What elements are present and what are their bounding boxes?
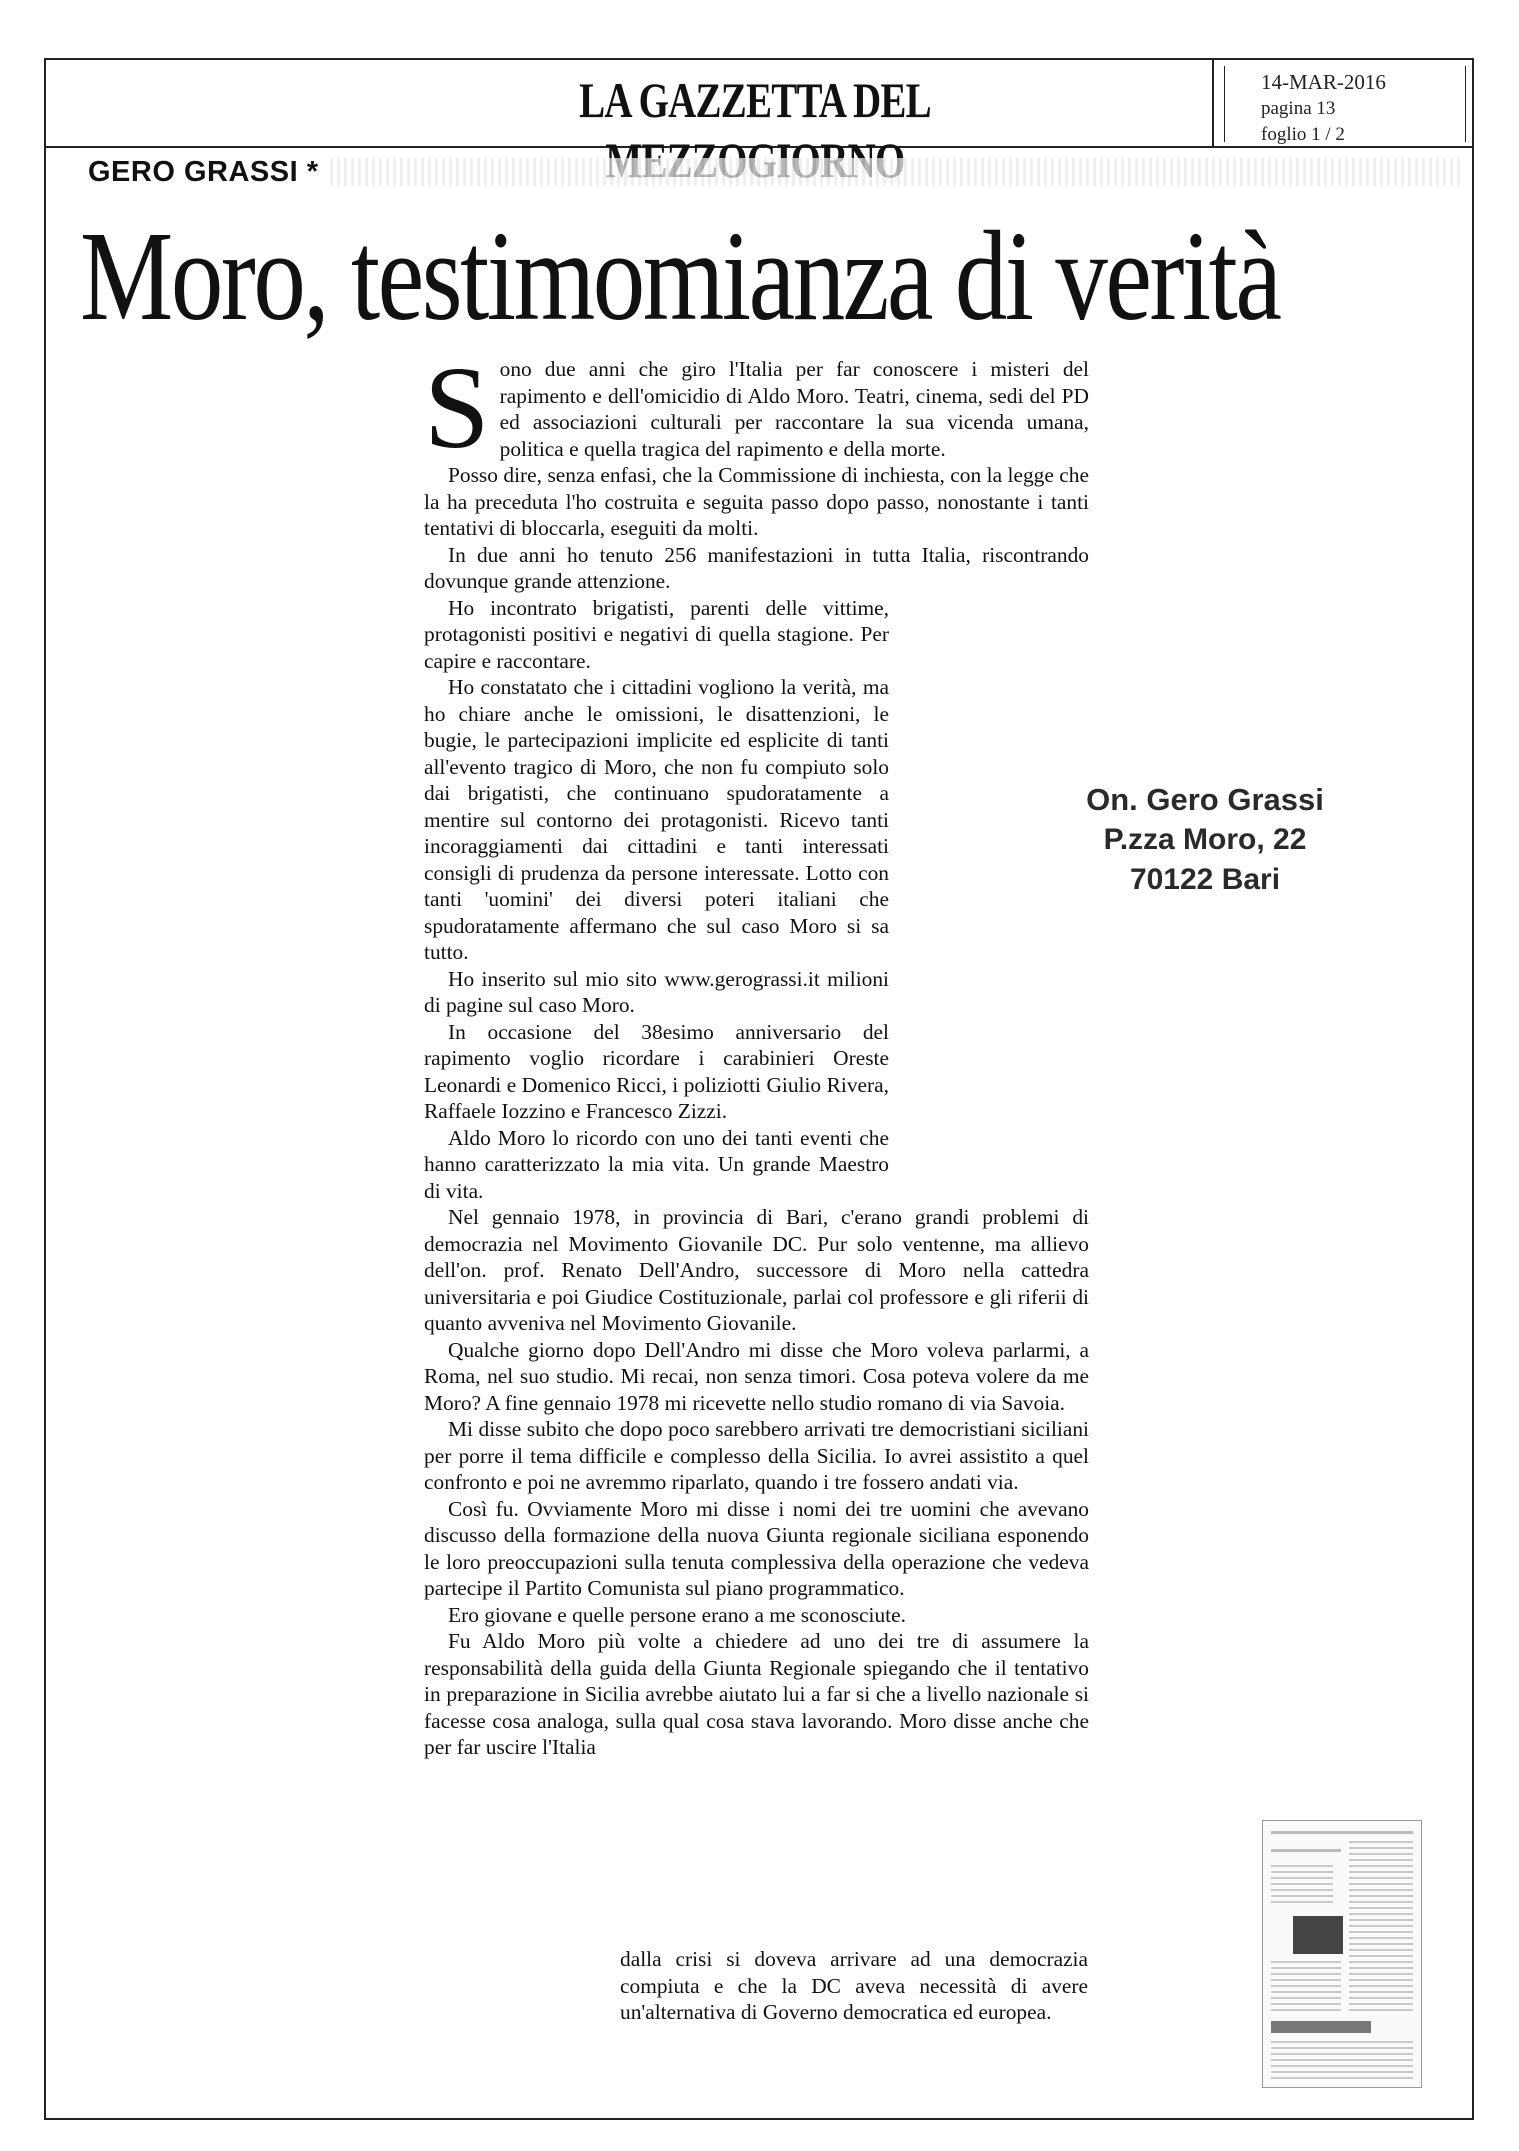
paragraph-3: In due anni ho tenuto 256 manifestazioni in tutta Italia, riscontrando dovunque grande attenzione.	[424, 542, 1089, 593]
paragraph-2: Posso dire, senza enfasi, che la Commissione di inchiesta, con la legge che la ha preceduta l'ho costruita e seguita passo dopo passo, nonostante i tanti tentativi di bloccarla, eseguiti da molti.	[424, 463, 1089, 540]
newspaper-masthead: LA GAZZETTA DEL	[579, 72, 931, 128]
sheet-number: foglio 1 / 2	[1261, 124, 1345, 145]
paragraph-9: Nel gennaio 1978, in provincia di Bari, c'erano grandi problemi di democrazia nel Movimento Giovanile DC. Pur solo ventenne, ma allievo dell'on. prof. Renato Dell'Andro, successore di Moro nella cattedra universitaria e poi Giudice Costituzionale, parlai col professore e gli riferii di quanto avveniva nel Movimento Giovanile.	[424, 1205, 1089, 1335]
paragraph-11: Mi disse subito che dopo poco sarebbero arrivati tre democristiani siciliani per porre il tema difficile e complesso della Sicilia. Io avrei assistito a quel confronto e poi ne avremmo riparlato, quando i tre fossero andati via.	[424, 1417, 1089, 1494]
paragraph-1-text: ono due anni che giro l'Italia per far conoscere i misteri del rapimento e dell'omicidio di Aldo Moro. Teatri, cinema, sedi del PD ed associazioni culturali per raccontare la sua vicenda umana, politica e quella tragica del rapimento e della morte.	[499, 357, 1089, 461]
page-meta-inner	[1224, 66, 1466, 145]
paragraph-14: Fu Aldo Moro più volte a chiedere ad uno dei tre di assumere la responsabilità della guida della Giunta Regionale spiegando che il tentativo in preparazione in Sicilia avrebbe aiutato lui a far si che a livello nazionale si facesse cosa analoga, sulla qual cosa stava lavorando. Moro disse anche che per far uscire l'Italia	[424, 1629, 1089, 1759]
thumbnail-column	[1271, 1865, 1333, 1905]
paragraph-13: Ero giovane e quelle persone erano a me sconosciute.	[448, 1602, 906, 1627]
thumbnail-column	[1271, 2041, 1413, 2081]
paragraph-7: In occasione del 38esimo anniversario del rapimento voglio ricordare i carabinieri Oreste Leonardi e Domenico Ricci, i poliziotti Giulio Rivera, Raffaele Iozzino e Francesco Zizzi.	[424, 1019, 889, 1123]
paragraph-6: Ho inserito sul mio sito www.gerograssi.it milioni di pagine sul caso Moro.	[424, 966, 889, 1017]
paragraph-12: Così fu. Ovviamente Moro mi disse i nomi dei tre uomini che avevano discusso della formazione della nuova Giunta regionale siciliana esponendo le loro preoccupazioni sulla tenuta complessiva della operazione che vedeva partecipe il Partito Comunista sul piano programmatico.	[424, 1496, 1089, 1600]
page-number: pagina 13	[1261, 98, 1336, 119]
address-block	[1040, 780, 1370, 900]
paragraph-4: Ho incontrato brigatisti, parenti delle vittime, protagonisti positivi e negativi di quella stagione. Per capire e raccontare.	[424, 595, 889, 673]
address-city: 70122 Bari	[1129, 863, 1281, 896]
article-body-tail: dalla crisi si doveva arrivare ad una democrazia compiuta e che la DC aveva necessità di avere un'alternativa di Governo democratica ed europea.	[620, 1947, 1088, 2024]
headline: Moro, testimomianza di verità	[80, 205, 1280, 347]
thumbnail-rule	[1271, 1831, 1413, 1834]
issue-date: 14-MAR-2016	[1261, 70, 1386, 94]
address-name: On. Gero Grassi	[1086, 782, 1324, 817]
paragraph-5: Ho constatato che i cittadini vogliono la verità, ma ho chiare anche le omissioni, le disattenzioni, le bugie, le partecipazioni implicite ed esplicite di tanti all'evento tragico di Moro, che non fu compiuto solo dai brigatisti, che continuano spudoratamente a mentire sul contorno dei protagonisti. Ricevo tanti incoraggiamenti dai cittadini e tanti interessati consigli di prudenza da persone interessate. Lotto con tanti 'uomini' dei diversi poteri italiani che spudoratamente affermano che sul caso Moro si sa tutto.	[424, 675, 889, 964]
address-street: P.zza Moro, 22	[1103, 823, 1307, 856]
paragraph-1	[424, 342, 1089, 473]
page-thumbnail	[1262, 1820, 1422, 2088]
drop-cap: S	[424, 342, 490, 473]
thumbnail-headline	[1271, 2021, 1371, 2033]
paragraph-10: Qualche giorno dopo Dell'Andro mi disse che Moro voleva parlarmi, a Roma, nel suo studio. Mi recai, non senza timori. Cosa poteva volere da me Moro? A fine gennaio 1978 mi ricevette nello studio romano di via Savoia.	[424, 1337, 1089, 1415]
page-meta-box	[1212, 58, 1474, 148]
paragraph-8: Aldo Moro lo ricordo con uno dei tanti eventi che hanno caratterizzato la mia vita. Un grande Maestro di vita.	[424, 1125, 889, 1203]
article-body	[424, 342, 1089, 1761]
byline: GERO GRASSI *	[88, 156, 319, 188]
thumbnail-column	[1349, 1841, 1413, 2011]
thumbnail-rule	[1271, 1849, 1341, 1852]
thumbnail-photo	[1293, 1916, 1343, 1954]
thumbnail-column	[1271, 1961, 1341, 2013]
byline-band	[330, 158, 1460, 186]
